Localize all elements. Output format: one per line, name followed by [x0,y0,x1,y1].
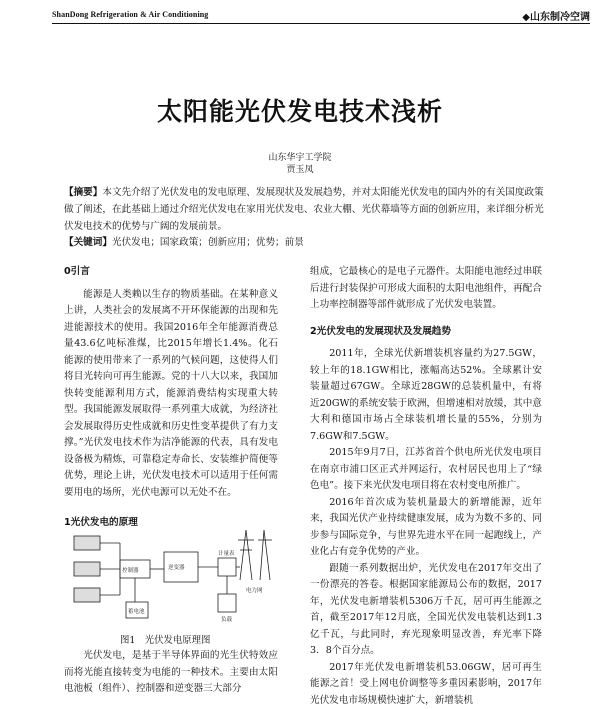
meter-label: 计量表 [218,549,235,557]
keywords-label: 【关键词】 [64,237,112,248]
pv-principle-diagram [68,522,280,626]
journal-name-chinese: ◆山东制冷空调 [522,8,590,23]
right-paragraph-1: 组成，它最核心的是电子元器件。太阳能电池经过串联后进行封装保护可形成大面积的太阳电池组件，再配合上功率控制器等部件就形成了光伏发电装置。 [310,264,542,314]
author: 贾玉凤 [0,162,600,175]
paper-title: 太阳能光伏发电技术浅析 [0,92,600,128]
figure-caption: 图1 光伏发电原理图 [120,632,210,646]
controller-label: 控制器 [122,566,139,574]
abstract-label: 【摘要】 [64,187,102,198]
abstract-text: 本文先介绍了光伏发电的发电原理、发展现状及发展趋势，并对太阳能光伏发电的国内外的有关国度政策做了阐述，在此基础上通过介绍光伏发电在家用光伏发电、农业大棚、光伏幕墙等方面的创新应用，来详细分析光伏发电技术的优势与广阔的发展前景。 [64,187,544,232]
right-paragraph-2: 2011年，全球光伏新增装机容量约为27.5GW，较上年的18.1GW相比，涨幅高达52%。全球累计安装量超过67GW。全球近28GW的总装机量中，有将近20GW的系统安装于欧洲，但增速相对放缓，其中意大利和德国市场占全球装机增长量的55%，分别为7.6GW和7.5GW。 [310,346,542,445]
right-paragraph-6: 2017年光伏发电新增装机53.06GW，居可再生能源之首！受上网电价调整等多重因素影响，2017年光伏发电市场规模快速扩大，新增装机 [310,660,542,709]
section2-heading: 2光伏发电的发展现状及发展趋势 [310,324,542,341]
right-paragraph-4: 2016年首次成为装机量最大的新增能源，近年来，我国光伏产业持续健康发展，成为为数不多的、同步参与国际竞争，与世界先进水平在同一起跑线上，产业化占有竞争优势的产业。 [310,495,542,561]
keywords-text: 光伏发电；国家政策；创新应用；优势；前景 [112,237,304,248]
load-box [218,594,236,612]
right-column [310,264,542,709]
affiliation: 山东华宇工学院 [0,150,600,163]
solar-panel-icon [74,536,120,602]
journal-name-english: ShanDong Refrigeration & Air Conditioning [52,10,208,19]
battery-label: 蓄电池 [128,607,145,615]
keywords [64,234,544,248]
inverter-label: 逆变器 [168,563,185,571]
left-column-bottom [64,648,278,698]
right-paragraph-3: 2015年9月7日，江苏省首个供电所光伏发电项目在南京市浦口区正式并网运行，农村居民也用上了“绿色电”。接下来光伏发电项目将在农村变电所推广。 [310,445,542,495]
meter-box [218,558,236,576]
section1-heading: 1光伏发电的原理 [64,515,278,532]
intro-heading: 0引言 [64,264,278,281]
transmission-tower-icon [238,530,272,580]
running-header [52,10,590,24]
abstract [64,184,544,235]
section1-paragraph: 光伏发电，是基于半导体界面的光生伏特效应而将光能直接转变为电能的一种技术。主要由太阳电池板（组件）、控制器和逆变器三大部分 [64,648,278,698]
left-column [64,264,278,538]
intro-paragraph: 能源是人类赖以生存的物质基础。在某种意义上讲，人类社会的发展离不开环保能源的出现和先进能源技术的使用。我国2016年全年能源消费总量43.6亿吨标准煤，比2015年增长1.4%。化石能源的使用带来了一系列的气候问题，这使得人们将目光转向可再生能源。党的十八大以来，我国加快转变能源利用方式，能源消费结构实现重大转型。我国能源发展取得一系列重大成就，为经济社会发展取得历史性成就和历史性变革提供了有力支撑。”光伏发电技术作为洁净能源的代表，具有发电设备极为精炼，可靠稳定寿命长、安装维护简便等优势，理论上讲，光伏发电技术可以适用于任何需要用电的场所，光伏电源可以无处不在。 [64,287,278,502]
right-paragraph-5: 跟随一系列数据出炉，光伏发电在2017年交出了一份漂亮的答卷。根据国家能源局公布的数据，2017年，光伏发电新增装机5306万千瓦，居可再生能源之首，截至2017年12月底，全国光伏发电装机达到1.3亿千瓦，与此同时，弃光现象明显改善，弃光率下降3．8个百分点。 [310,561,542,660]
load-label: 负载 [221,615,233,623]
grid-label: 电力网 [246,586,263,594]
